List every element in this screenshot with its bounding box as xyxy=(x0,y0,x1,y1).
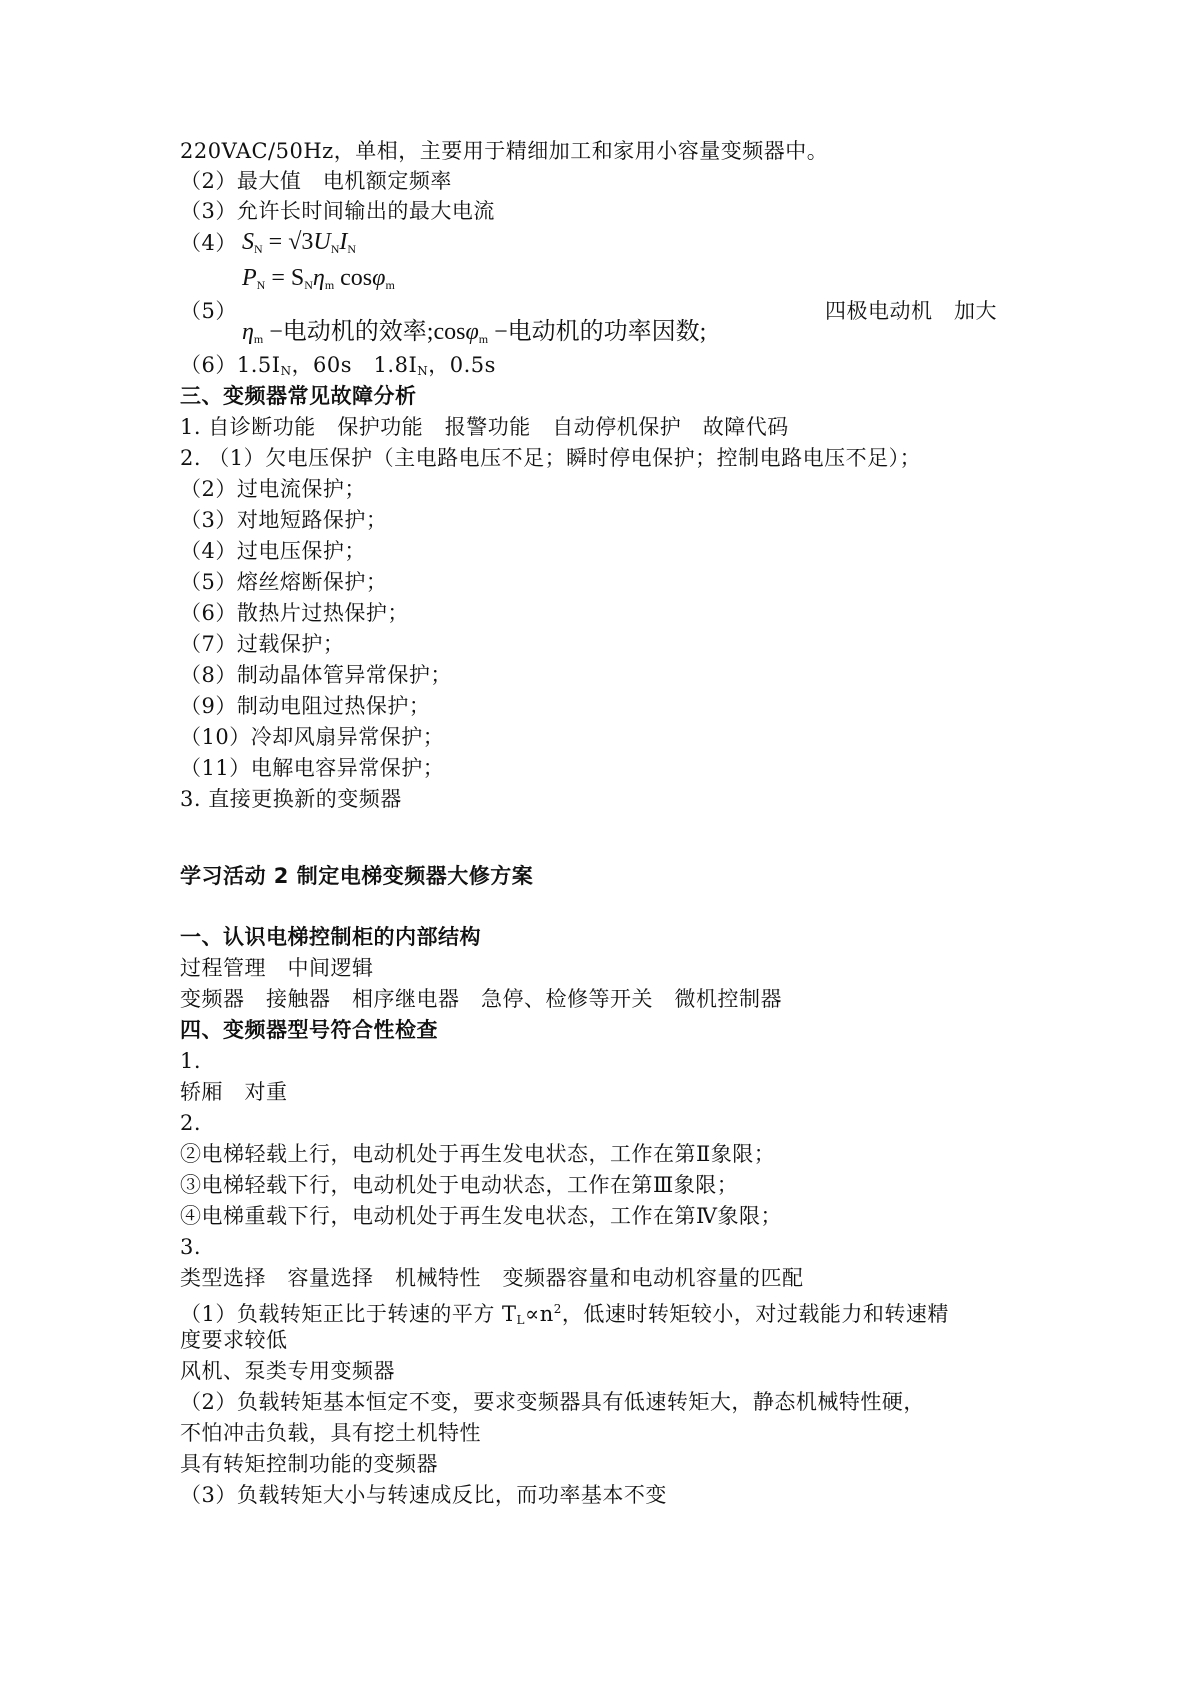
activity-heading: 学习活动 2 制定电梯变频器大修方案 xyxy=(180,864,534,888)
list-item: （3）对地短路保护； xyxy=(180,508,388,532)
text-line: 3. xyxy=(180,1235,202,1259)
list-item: （10）冷却风扇异常保护； xyxy=(180,725,445,749)
list-item: （9）制动电阻过热保护； xyxy=(180,694,431,718)
text-line: 2. xyxy=(180,1111,202,1135)
list-item: （6）散热片过热保护； xyxy=(180,601,409,625)
text-line: 1. xyxy=(180,1049,202,1073)
text-line: （2）最大值 电机额定频率 xyxy=(180,169,452,193)
list-item: （4）过电压保护； xyxy=(180,539,366,563)
text-line: 具有转矩控制功能的变频器 xyxy=(180,1452,438,1476)
text-line: 220VAC/50Hz，单相，主要用于精细加工和家用小容量变频器中。 xyxy=(180,139,829,163)
text-line: （3）允许长时间输出的最大电流 xyxy=(180,199,495,223)
list-item: （11）电解电容异常保护； xyxy=(180,756,445,780)
text-line: 过程管理 中间逻辑 xyxy=(180,956,374,980)
text-line-right: 四极电动机 加大 xyxy=(825,299,997,323)
list-item: （2）过电流保护； xyxy=(180,477,366,501)
text-line: 1. 自诊断功能 保护功能 报警功能 自动停机保护 故障代码 xyxy=(180,415,789,439)
text-line: 类型选择 容量选择 机械特性 变频器容量和电动机容量的匹配 xyxy=(180,1266,804,1290)
text-line: （3）负载转矩大小与转速成反比，而功率基本不变 xyxy=(180,1483,667,1507)
text-line-prefix: （5） xyxy=(180,299,237,323)
text-line: （1）负载转矩正比于转速的平方 $TL\propto n^2$，低速时转矩较小，对过载能力和转速精 xyxy=(180,1302,949,1327)
text-line: （2）负载转矩基本恒定不变，要求变频器具有低速转矩大，静态机械特性硬， xyxy=(180,1390,925,1414)
text-line: 变频器 接触器 相序继电器 急停、检修等开关 微机控制器 xyxy=(180,987,782,1011)
text-line: 轿厢 对重 xyxy=(180,1080,288,1104)
section-heading: 一、认识电梯控制柜的内部结构 xyxy=(180,925,481,949)
formula-pn: $P_N = S_N\eta_m$ cosφ$_m$ xyxy=(242,265,395,292)
text-line: 3. 直接更换新的变频器 xyxy=(180,787,402,811)
text-line: （6）1.5IN，60s 1.8IN，0.5s xyxy=(180,353,496,378)
list-item: （8）制动晶体管异常保护； xyxy=(180,663,452,687)
list-item: （5）熔丝熔断保护； xyxy=(180,570,388,594)
text-line: 度要求较低 xyxy=(180,1328,288,1352)
text-line: ②电梯轻载上行，电动机处于再生发电状态，工作在第Ⅱ象限； xyxy=(180,1142,776,1166)
section-heading: 四、变频器型号符合性检查 xyxy=(180,1018,438,1042)
text-line: ④电梯重载下行，电动机处于再生发电状态，工作在第Ⅳ象限； xyxy=(180,1204,782,1228)
text-line: 风机、泵类专用变频器 xyxy=(180,1359,395,1383)
text-line: ③电梯轻载下行，电动机处于电动状态，工作在第Ⅲ象限； xyxy=(180,1173,739,1197)
text-line-prefix: （4） xyxy=(180,231,237,255)
list-item: （7）过载保护； xyxy=(180,632,345,656)
formula-definitions: $\eta_m$ −电动机的效率;cosφ$_m$ −电动机的功率因数; xyxy=(242,319,707,346)
section-heading: 三、变频器常见故障分析 xyxy=(180,384,417,408)
formula-sn: $S_N = √3U_NI_N$ xyxy=(242,229,357,256)
text-line: 不怕冲击负载，具有挖土机特性 xyxy=(180,1421,481,1445)
text-line: 2. （1）欠电压保护（主电路电压不足；瞬时停电保护；控制电路电压不足）； xyxy=(180,446,922,470)
